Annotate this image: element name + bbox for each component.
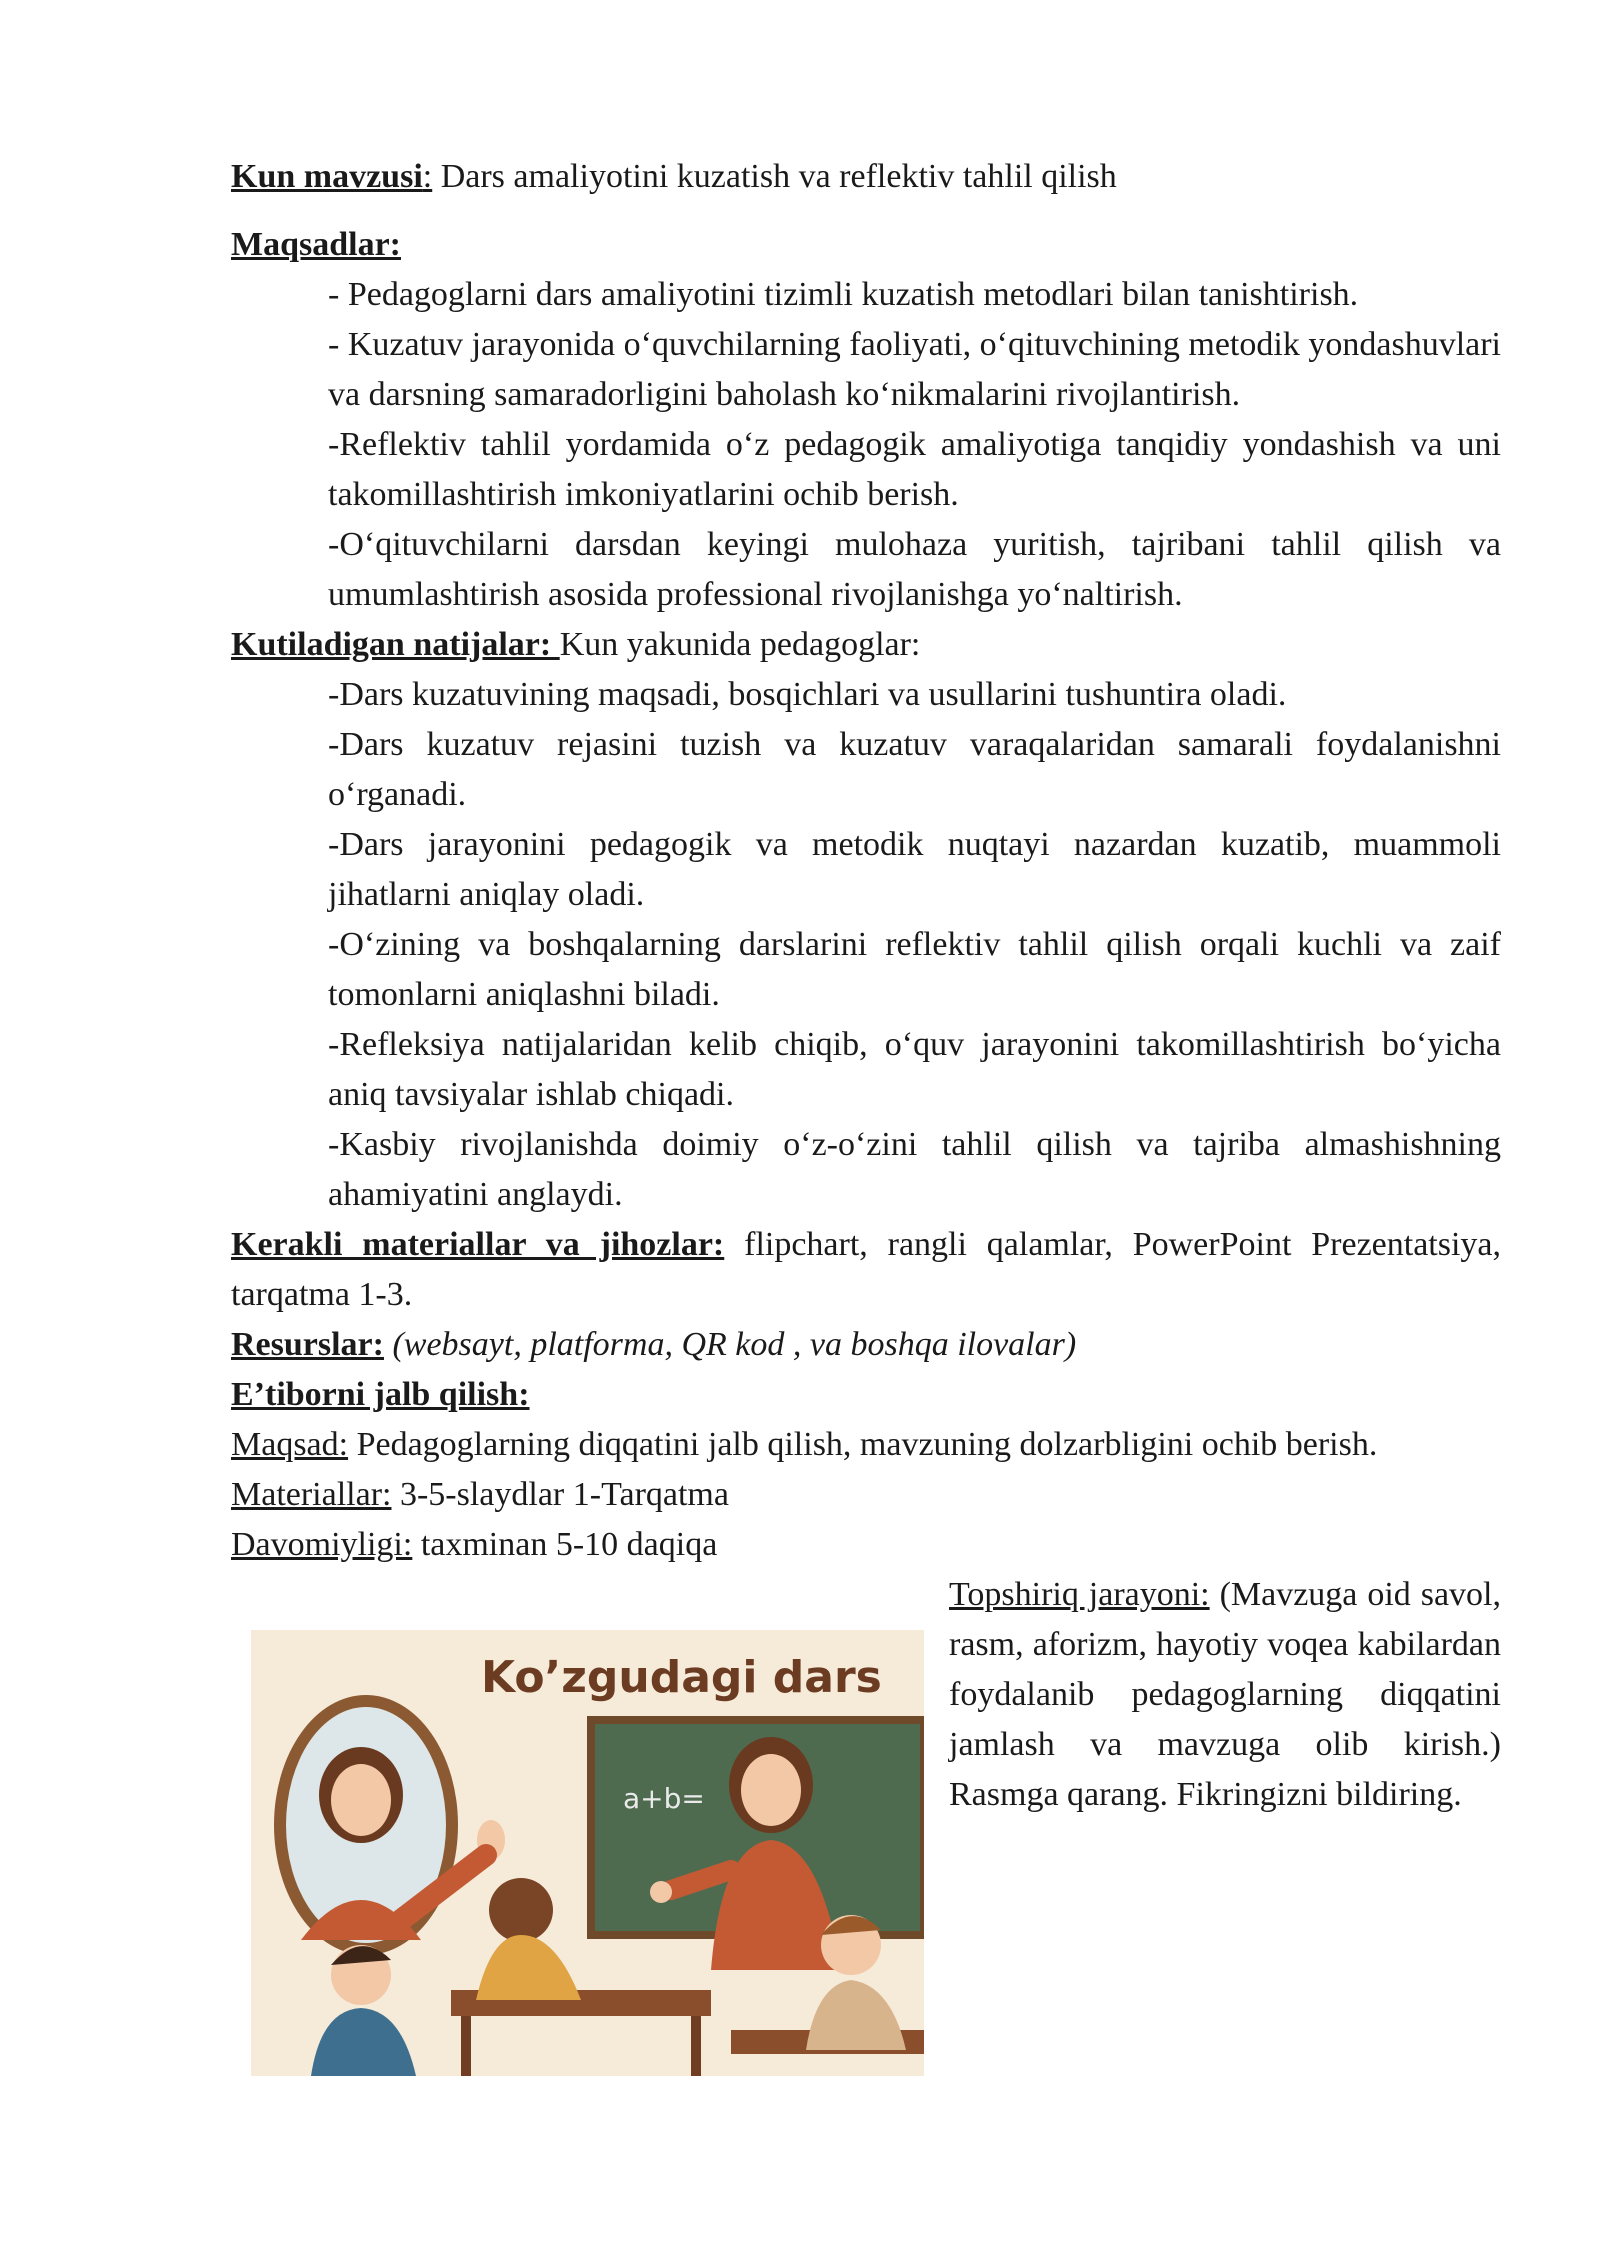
document-content xyxy=(231,152,1501,2076)
attention-goal-label: Maqsad: xyxy=(231,1426,349,1463)
attention-heading xyxy=(231,1370,1501,1420)
illustration-svg xyxy=(251,1630,924,2076)
materials-label: Kerakli materiallar va jihozlar: xyxy=(231,1226,725,1263)
resources-line xyxy=(231,1320,1501,1370)
goals-heading xyxy=(231,220,1501,270)
task-block xyxy=(231,1570,1501,1820)
illustration-title: Ko’zgudagi dars xyxy=(481,1652,882,1703)
board-text: a+b= xyxy=(623,1782,705,1815)
materials-text: flipchart, rangli qalamlar, PowerPoint Prezentatsiya, tarqatma 1-3. xyxy=(231,1226,1501,1313)
resources-label: Resurslar: xyxy=(231,1326,384,1363)
topic-colon: : xyxy=(422,158,433,195)
lesson-mirror-illustration xyxy=(251,1630,924,2076)
outcomes-heading xyxy=(231,620,1501,670)
attention-goal-line xyxy=(231,1420,1501,1470)
attention-materials-label: Materiallar: xyxy=(231,1476,392,1513)
topic-line xyxy=(231,152,1501,202)
attention-duration-line xyxy=(231,1520,1501,1570)
attention-heading-text: E’tiborni jalb qilish: xyxy=(231,1376,530,1413)
outcome-item: -Kasbiy rivojlanishda doimiy o‘z-o‘zini tahlil qilish va tajriba almashishning ahamiyatini anglaydi. xyxy=(328,1126,1501,1213)
outcomes-label: Kutiladigan natijalar: xyxy=(231,626,560,663)
goal-item: -O‘qituvchilarni darsdan keyingi mulohaza yuritish, tajribani tahlil qilish va umumlashtirish asosida professional rivojlanishga yo‘naltirish. xyxy=(328,526,1501,613)
outcome-item: -Dars jarayonini pedagogik va metodik nuqtayi nazardan kuzatib, muammoli jihatlarni aniqlay oladi. xyxy=(328,826,1501,913)
attention-goal-text: Pedagoglarning diqqatini jalb qilish, mavzuning dolzarbligini ochib berish. xyxy=(348,1426,1378,1463)
attention-duration-label: Davomiyligi: xyxy=(231,1526,413,1563)
resources-text: (websayt, platforma, QR kod , va boshqa ilovalar) xyxy=(383,1326,1077,1363)
attention-materials-text: 3-5-slaydlar 1-Tarqatma xyxy=(391,1476,729,1513)
attention-duration-text: taxminan 5-10 daqiqa xyxy=(412,1526,718,1563)
task-label: Topshiriq jarayoni: xyxy=(949,1576,1210,1613)
topic-label: Kun mavzusi xyxy=(231,158,423,195)
attention-materials-line xyxy=(231,1470,1501,1520)
outcome-item: -Dars kuzatuv rejasini tuzish va kuzatuv varaqalaridan samarali foydalanishni o‘rganadi. xyxy=(328,726,1501,813)
goal-item: - Kuzatuv jarayonida o‘quvchilarning faoliyati, o‘qituvchining metodik yondashuvlari va darsning samaradorligini baholash ko‘nikmalarini rivojlantirish. xyxy=(328,326,1501,413)
outcomes-intro: Kun yakunida pedagoglar: xyxy=(559,626,921,663)
outcome-item: -O‘zining va boshqalarning darslarini reflektiv tahlil qilish orqali kuchli va zaif tomonlarni aniqlashni biladi. xyxy=(328,926,1501,1013)
topic-text: Dars amaliyotini kuzatish va reflektiv tahlil qilish xyxy=(432,158,1117,195)
goal-item: - Pedagoglarni dars amaliyotini tizimli kuzatish metodlari bilan tanishtirish. xyxy=(328,276,1359,313)
goal-item: -Reflektiv tahlil yordamida o‘z pedagogik amaliyotiga tanqidiy yondashish va uni takomillashtirish imkoniyatlarini ochib berish. xyxy=(328,426,1501,513)
outcome-item: -Dars kuzatuvining maqsadi, bosqichlari va usullarini tushuntira oladi. xyxy=(328,676,1287,713)
materials-line xyxy=(231,1220,1501,1320)
goals-label: Maqsadlar: xyxy=(231,226,401,263)
task-text: (Mavzuga oid savol, rasm, aforizm, hayotiy voqea kabilardan foydalanib pedagoglarning diqqatini jamlash va mavzuga olib kirish.) Rasmga qarang. Fikringizni bildiring. xyxy=(949,1576,1501,1813)
outcome-item: -Refleksiya natijalaridan kelib chiqib, o‘quv jarayonini takomillashtirish bo‘yicha aniq tavsiyalar ishlab chiqadi. xyxy=(328,1026,1501,1113)
